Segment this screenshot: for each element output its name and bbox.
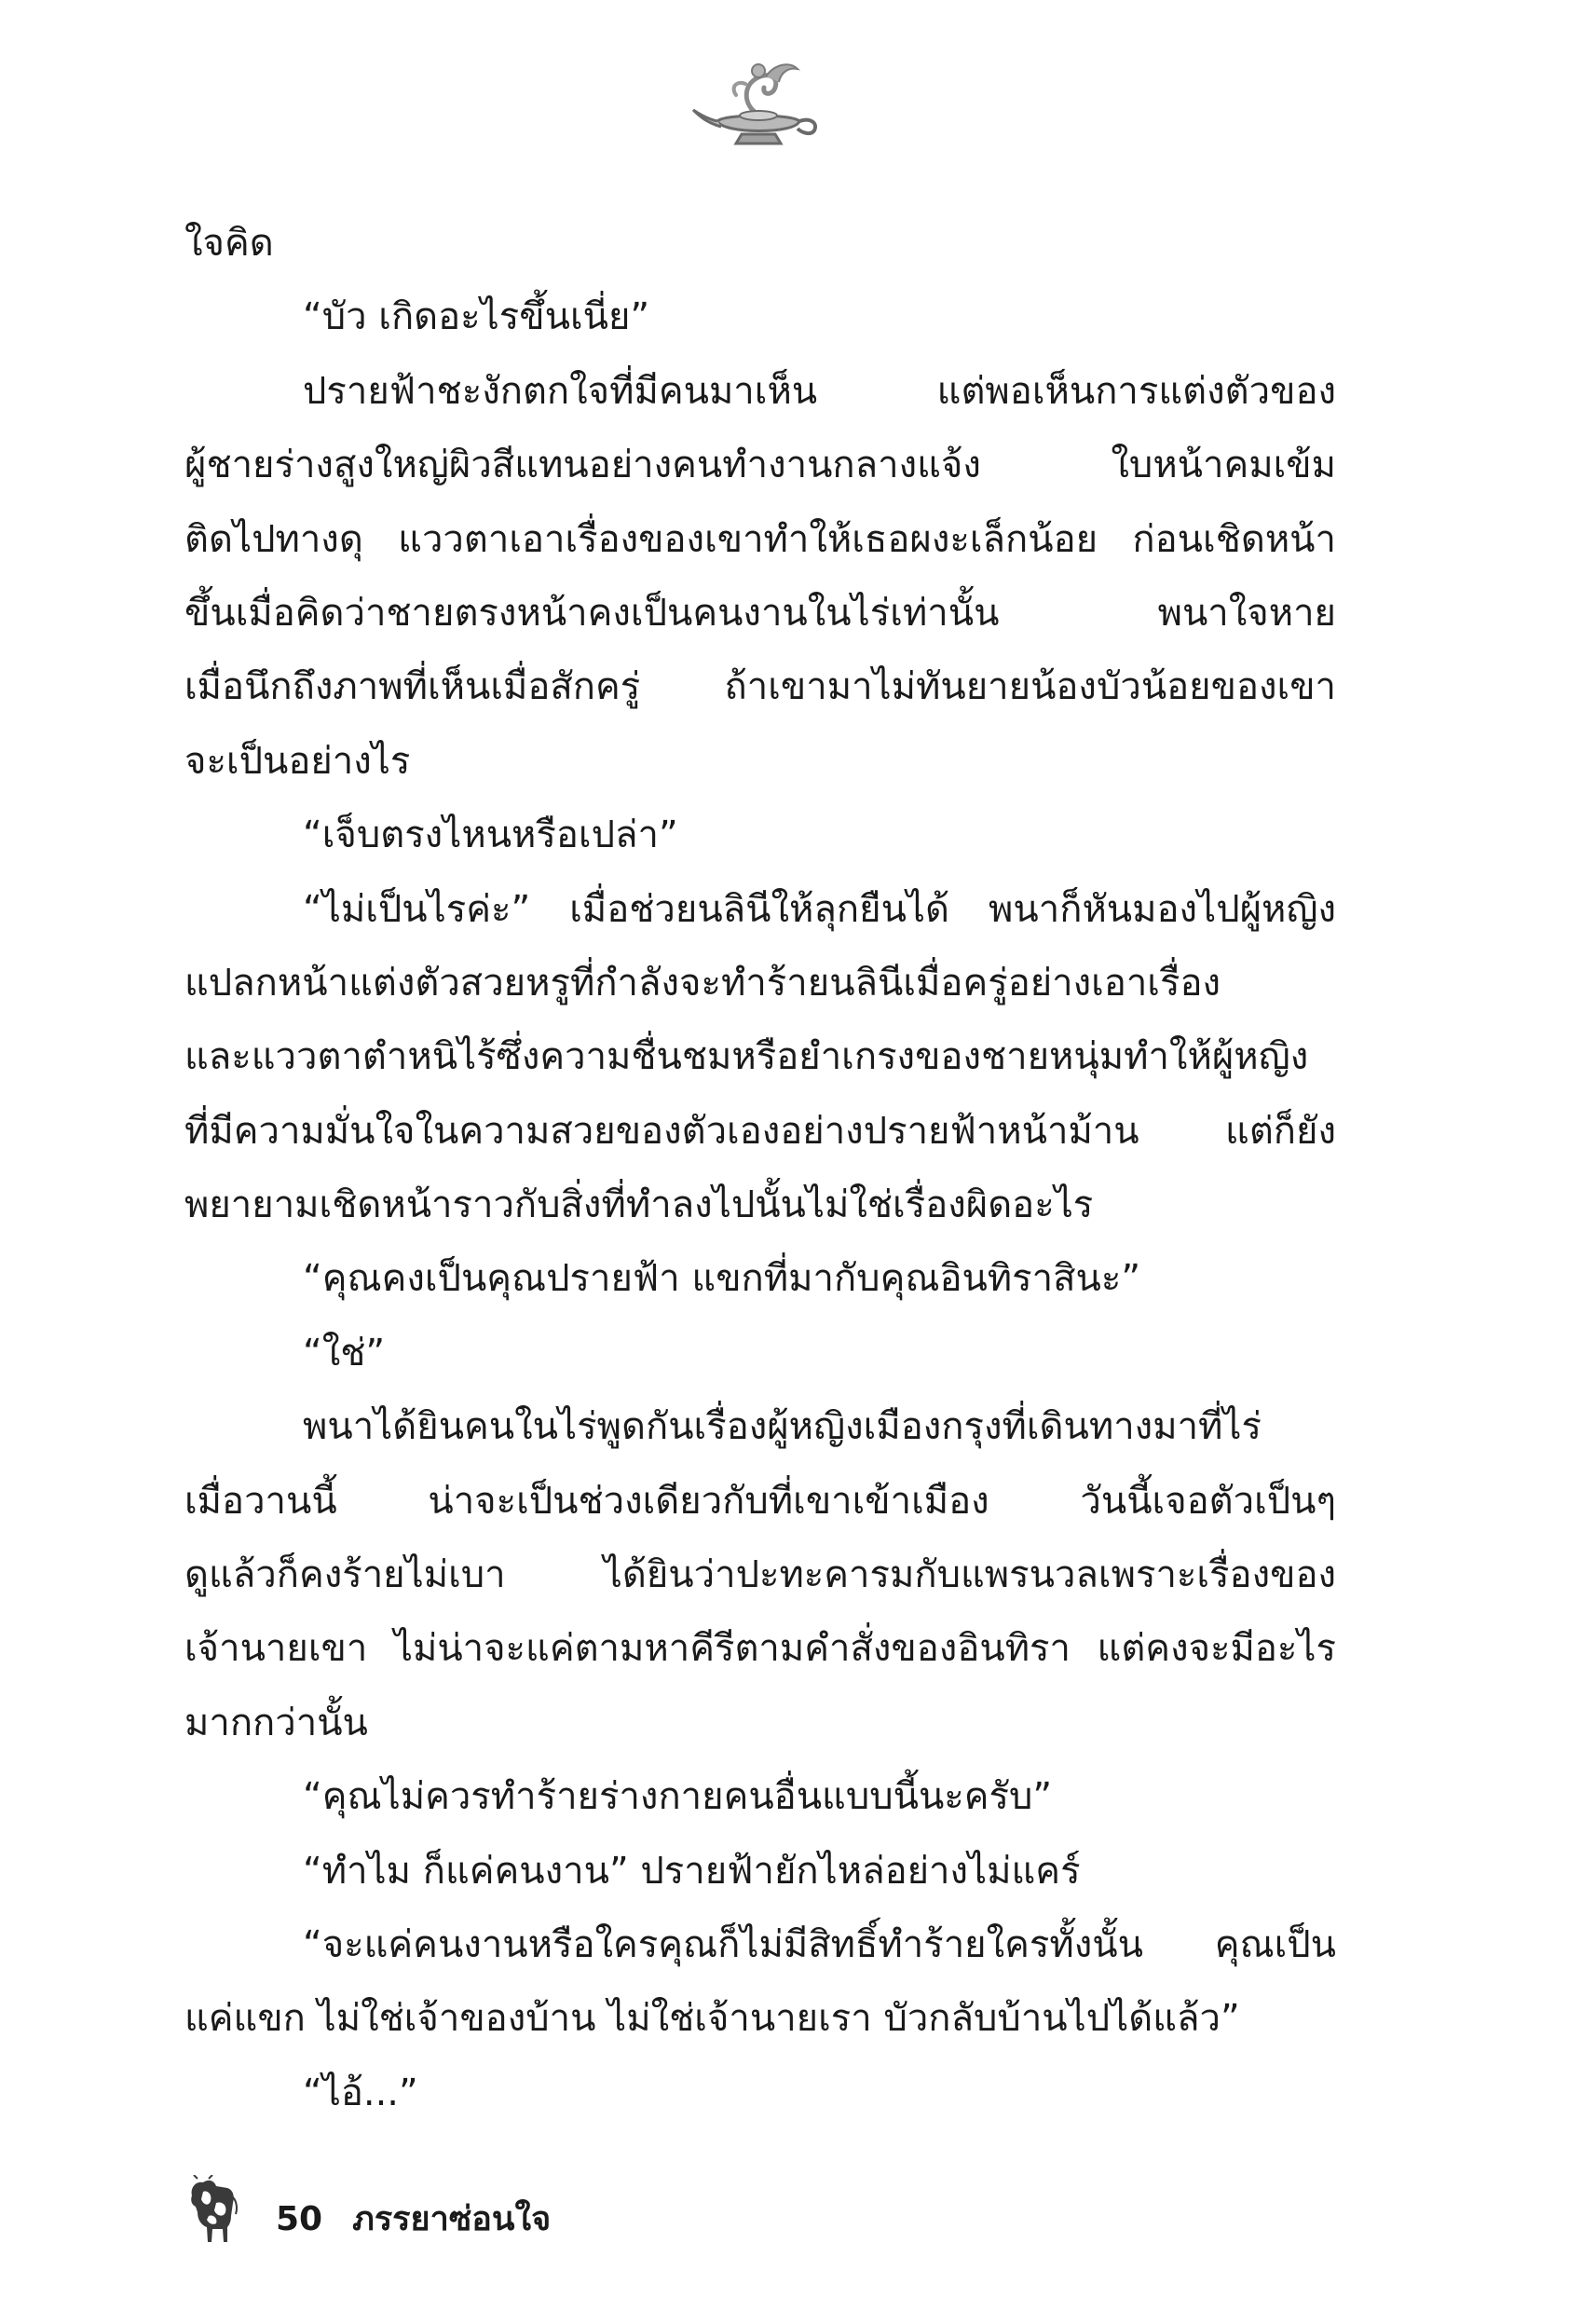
text-line: พยายามเชิดหน้าราวกับสิ่งที่ทำลงไปนั้นไม่ใช่เรื่องผิดอะไร [184,1183,1094,1227]
text-line: “เจ็บตรงไหนหรือเปล่า” [303,814,678,857]
text-line: และแววตาตำหนิไร้ซึ่งความชื่นชมหรือยำเกรงของชายหนุ่มทำให้ผู้หญิง [184,1035,1309,1079]
text-line: แปลกหน้าแต่งตัวสวยหรูที่กำลังจะทำร้ายนลินีเมื่อครู่อย่างเอาเรื่อง [184,961,1221,1005]
text-line: ที่มีความมั่นใจในความสวยของตัวเองอย่างปรายฟ้าหน้าม้าน แต่ก็ยัง [184,1109,1336,1153]
text-line: “บัว เกิดอะไรขึ้นเนี่ย” [303,295,650,339]
text-line: เจ้านายเขา ไม่น่าจะแค่ตามหาคีรีตามคำสั่งของอินทิรา แต่คงจะมีอะไร [184,1627,1336,1671]
text-line: “ไอ้...” [303,2071,418,2114]
text-line: “คุณไม่ควรทำร้ายร่างกายคนอื่นแบบนี้นะครับ” [303,1775,1053,1819]
text-line: “ใช่” [303,1331,386,1374]
text-line: จะเป็นอย่างไร [184,739,411,783]
text-line: เมื่อวานนี้ น่าจะเป็นช่วงเดียวกับที่เขาเข้าเมือง วันนี้เจอตัวเป็นๆ [184,1479,1336,1523]
text-line: ผู้ชายร่างสูงใหญ่ผิวสีแทนอย่างคนทำงานกลางแจ้ง ใบหน้าคมเข้ม [184,444,1336,487]
cow-icon [184,2175,239,2244]
text-line: เมื่อนึกถึงภาพที่เห็นเมื่อสักครู่ ถ้าเขามาไม่ทันยายน้องบัวน้อยของเขา [184,665,1336,709]
genie-lamp-icon [689,56,829,154]
body-text [184,207,1336,2130]
text-line: ใจคิด [184,222,274,265]
text-line: ดูแล้วก็คงร้ายไม่เบา ได้ยินว่าปะทะคารมกับแพรนวลเพราะเรื่องของ [184,1553,1336,1597]
text-line: มากกว่านั้น [184,1701,368,1744]
page-number: 50 [276,2200,323,2238]
text-line: พนาได้ยินคนในไร่พูดกันเรื่องผู้หญิงเมืองกรุงที่เดินทางมาที่ไร่ [303,1405,1262,1449]
text-line: “จะแค่คนงานหรือใครคุณก็ไม่มีสิทธิ์ทำร้ายใครทั้งนั้น คุณเป็น [303,1922,1336,1966]
text-line: แค่แขก ไม่ใช่เจ้าของบ้าน ไม่ใช่เจ้านายเรา บัวกลับบ้านไปได้แล้ว” [184,1997,1240,2041]
book-title: ภรรยาซ่อนใจ [352,2200,552,2238]
text-line: “คุณคงเป็นคุณปรายฟ้า แขกที่มากับคุณอินทิราสินะ” [303,1257,1141,1301]
text-line: “ทำไม ก็แค่คนงาน” ปรายฟ้ายักไหล่อย่างไม่แคร์ [303,1849,1081,1893]
text-line: ปรายฟ้าชะงักตกใจที่มีคนมาเห็น แต่พอเห็นการแต่งตัวของ [303,369,1336,413]
text-line: ขึ้นเมื่อคิดว่าชายตรงหน้าคงเป็นคนงานในไร่เท่านั้น พนาใจหาย [184,591,1336,635]
page-footer [184,2169,551,2244]
text-line: “ไม่เป็นไรค่ะ” เมื่อช่วยนลินีให้ลุกยืนได้ พนาก็หันมองไปผู้หญิง [303,887,1336,931]
text-line: ติดไปทางดุ แววตาเอาเรื่องของเขาทำให้เธอผงะเล็กน้อย ก่อนเชิดหน้า [184,517,1336,561]
